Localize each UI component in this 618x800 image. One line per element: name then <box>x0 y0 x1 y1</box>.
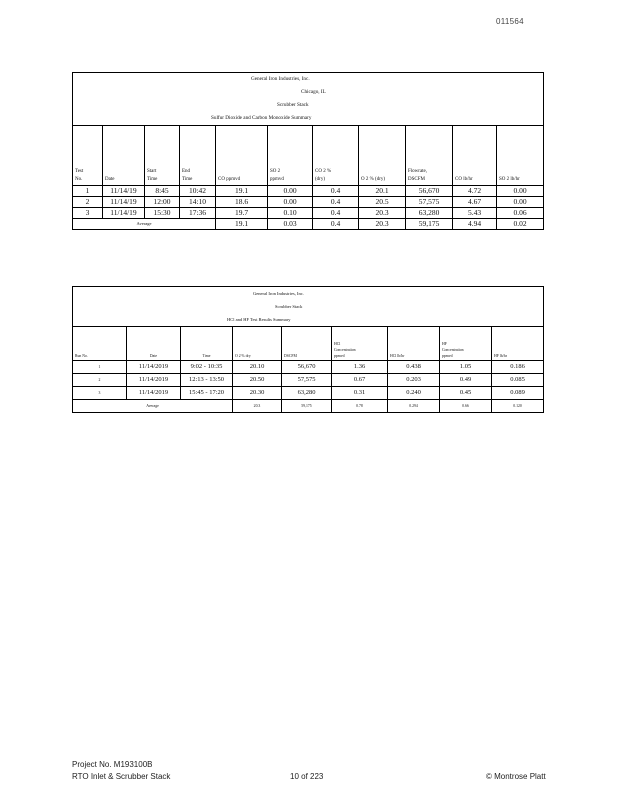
cell: 0.4 <box>313 208 359 219</box>
cell: 19.1 <box>216 219 268 230</box>
cell: 17:36 <box>180 208 216 219</box>
header-so2-lbhr: SO 2 lb/hr <box>497 126 544 186</box>
cell: 0.4 <box>313 219 359 230</box>
cell: 0.10 <box>268 208 313 219</box>
cell: 0.45 <box>440 387 492 400</box>
header-co-ppmvd: CO ppmvd <box>216 126 268 186</box>
table1-title-summary: Sulfur Dioxide and Carbon Monoxide Summary <box>211 115 312 121</box>
cell: 20.1 <box>359 186 406 197</box>
cell: 1 <box>73 361 127 374</box>
cell: 15:45 - 17:20 <box>181 387 233 400</box>
footer-location: RTO Inlet & Scrubber Stack <box>72 772 171 781</box>
header-date: Date <box>127 327 181 361</box>
cell: 0.4 <box>313 186 359 197</box>
cell: 0.203 <box>388 374 440 387</box>
table2-title-company: General Iron Industries, Inc. <box>253 291 304 296</box>
header-co2: CO 2 % (dry) <box>313 126 359 186</box>
cell: 10:42 <box>180 186 216 197</box>
cell: 0.089 <box>492 387 544 400</box>
cell: 20.5 <box>359 197 406 208</box>
cell: 4.67 <box>453 197 497 208</box>
cell: 5.43 <box>453 208 497 219</box>
header-hcl-conc: HCl Concentration ppmvd <box>332 327 388 361</box>
cell: 0.78 <box>332 400 388 413</box>
cell: 11/14/2019 <box>127 387 181 400</box>
cell: 4.72 <box>453 186 497 197</box>
table2-average-row <box>73 400 544 413</box>
cell: 57,575 <box>282 374 332 387</box>
header-o2: O 2 % (dry) <box>359 126 406 186</box>
footer-company: © Montrose Platt <box>486 772 546 781</box>
table-row <box>73 208 544 219</box>
table-row <box>73 361 544 374</box>
cell: 2 <box>73 374 127 387</box>
cell: 0.03 <box>268 219 313 230</box>
header-start-time: Start Time <box>145 126 180 186</box>
cell: 0.66 <box>440 400 492 413</box>
table2-title-source: Scrubber Stack <box>275 304 303 309</box>
header-hf-lbhr: HF lb/hr <box>492 327 544 361</box>
cell: 59,175 <box>282 400 332 413</box>
cell: 3 <box>73 208 103 219</box>
cell: 3 <box>73 387 127 400</box>
cell: 20.3 <box>233 400 282 413</box>
average-label: Average <box>73 400 233 413</box>
table-row <box>73 374 544 387</box>
header-so2-ppmvd: SO 2 ppmvd <box>268 126 313 186</box>
cell: 0.294 <box>388 400 440 413</box>
cell: 1 <box>73 186 103 197</box>
cell: 9:02 - 10:35 <box>181 361 233 374</box>
table2-title-summary: HCl and HF Test Results Summary <box>227 317 291 322</box>
cell: 15:30 <box>145 208 180 219</box>
cell: 1.05 <box>440 361 492 374</box>
header-o2: O 2 % dry <box>233 327 282 361</box>
cell: 0.240 <box>388 387 440 400</box>
cell: 63,280 <box>282 387 332 400</box>
cell: 18.6 <box>216 197 268 208</box>
cell: 11/14/19 <box>103 186 145 197</box>
cell: 20.3 <box>359 208 406 219</box>
cell: 0.085 <box>492 374 544 387</box>
footer-project-number: Project No. M193100B <box>72 760 153 769</box>
average-label: Average <box>73 219 216 230</box>
cell: 20.50 <box>233 374 282 387</box>
table1-header-row <box>73 126 544 186</box>
cell: 59,175 <box>406 219 453 230</box>
cell: 1.36 <box>332 361 388 374</box>
cell: 0.438 <box>388 361 440 374</box>
header-flowrate: Flowrate, DSCFM <box>406 126 453 186</box>
cell: 19.7 <box>216 208 268 219</box>
cell: 11/14/19 <box>103 197 145 208</box>
cell: 0.06 <box>497 208 544 219</box>
cell: 0.00 <box>268 197 313 208</box>
cell: 0.31 <box>332 387 388 400</box>
table2-title-block <box>73 287 544 327</box>
cell: 0.00 <box>497 186 544 197</box>
header-co-lbhr: CO lb/hr <box>453 126 497 186</box>
cell: 20.30 <box>233 387 282 400</box>
header-dscfm: DSCFM <box>282 327 332 361</box>
cell: 0.186 <box>492 361 544 374</box>
header-hf-conc: HF Concentration ppmvd <box>440 327 492 361</box>
cell: 11/14/2019 <box>127 374 181 387</box>
header-date: Date <box>103 126 145 186</box>
cell: 56,670 <box>406 186 453 197</box>
cell: 19.1 <box>216 186 268 197</box>
cell: 0.120 <box>492 400 544 413</box>
footer-page-number: 10 of 223 <box>290 772 324 781</box>
so2-co-summary-table <box>72 72 544 230</box>
table-row <box>73 197 544 208</box>
hcl-hf-summary-table <box>72 286 544 413</box>
cell: 0.02 <box>497 219 544 230</box>
cell: 20.3 <box>359 219 406 230</box>
cell: 11/14/2019 <box>127 361 181 374</box>
table1-title-company: General Iron Industries, Inc. <box>251 76 310 82</box>
cell: 0.00 <box>497 197 544 208</box>
cell: 20.10 <box>233 361 282 374</box>
table1-title-city: Chicago, IL <box>301 89 326 95</box>
cell: 0.67 <box>332 374 388 387</box>
table2-header-row <box>73 327 544 361</box>
header-time: Time <box>181 327 233 361</box>
cell: 63,280 <box>406 208 453 219</box>
cell: 14:10 <box>180 197 216 208</box>
document-number: 011564 <box>496 17 524 26</box>
cell: 0.00 <box>268 186 313 197</box>
cell: 2 <box>73 197 103 208</box>
cell: 11/14/19 <box>103 208 145 219</box>
cell: 57,575 <box>406 197 453 208</box>
table-row <box>73 186 544 197</box>
cell: 0.4 <box>313 197 359 208</box>
cell: 56,670 <box>282 361 332 374</box>
cell: 12:13 - 13:50 <box>181 374 233 387</box>
header-hcl-lbhr: HCl lb/hr <box>388 327 440 361</box>
table-row <box>73 387 544 400</box>
table1-title-block <box>73 73 544 126</box>
cell: 4.94 <box>453 219 497 230</box>
cell: 0.49 <box>440 374 492 387</box>
table1-title-source: Scrubber Stack <box>277 102 309 108</box>
header-test-no: Test No. <box>73 126 103 186</box>
table1-average-row <box>73 219 544 230</box>
header-end-time: End Time <box>180 126 216 186</box>
cell: 12:00 <box>145 197 180 208</box>
header-run-no: Run No. <box>73 327 127 361</box>
cell: 8:45 <box>145 186 180 197</box>
